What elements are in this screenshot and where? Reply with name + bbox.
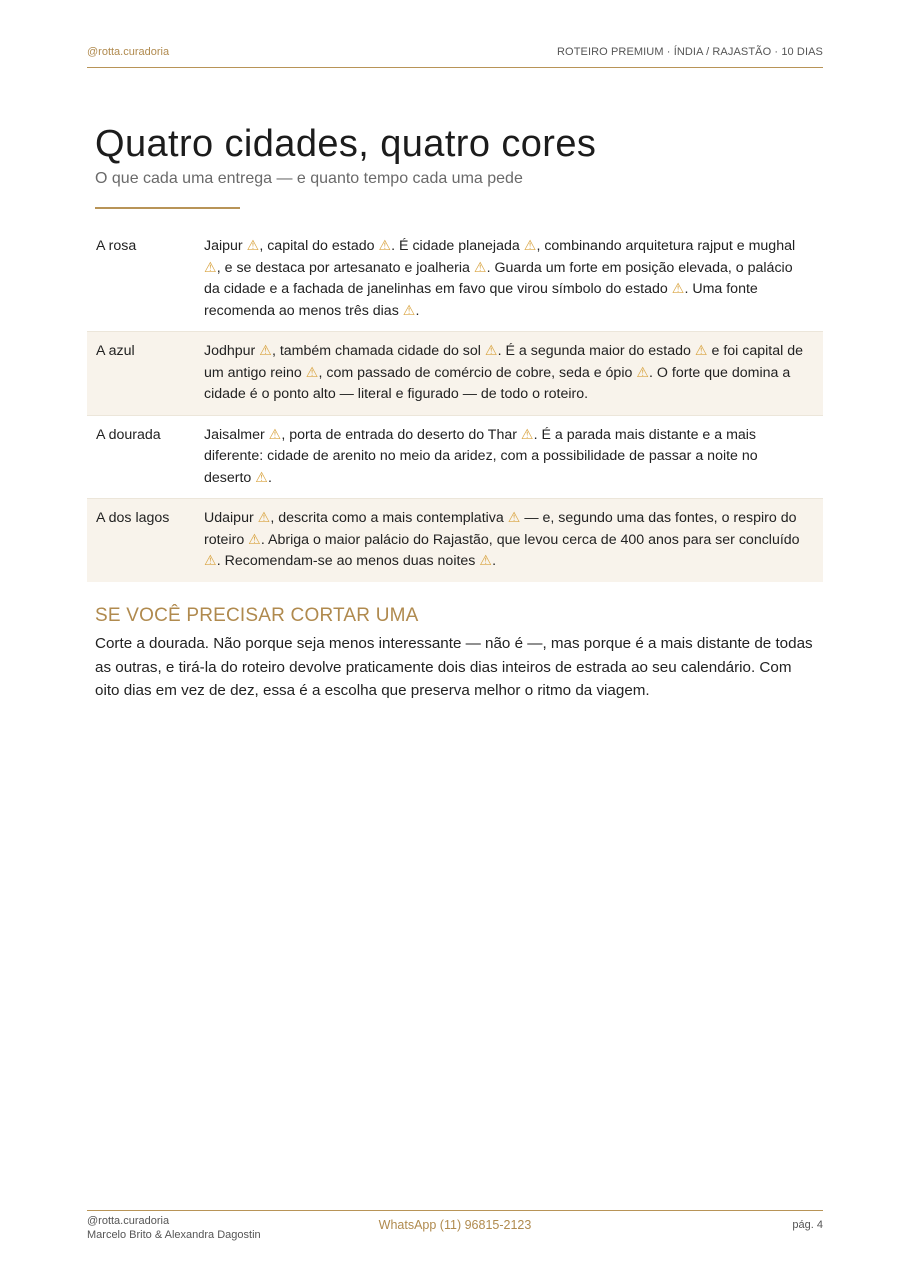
warning-icon: ⚠	[523, 238, 537, 254]
warning-icon: ⚠	[507, 510, 521, 526]
description-text: . O forte que domina a cidade é o ponto alto — literal e figurado — de todo o roteiro.	[204, 364, 791, 402]
description-text: . É cidade planejada	[391, 238, 524, 254]
description-text: , combinando arquitetura rajput e mughal	[536, 238, 796, 254]
description-text: — e, segundo uma das fontes, o respiro do roteiro	[204, 510, 797, 548]
page-footer	[87, 1210, 823, 1243]
warning-icon: ⚠	[671, 281, 685, 297]
warning-icon: ⚠	[305, 364, 319, 381]
description-text: . É a segunda maior do estado	[497, 343, 695, 359]
header-doc-title: ROTEIRO PREMIUM · ÍNDIA / RAJASTÃO · 10 DIAS	[557, 46, 823, 58]
description-text: . Recomendam-se ao menos duas noites	[216, 553, 480, 569]
description-text: , e se destaca por artesanato e joalheria	[216, 259, 474, 276]
city-row	[87, 332, 823, 416]
footer-whatsapp-link[interactable]: WhatsApp (11) 96815-2123	[378, 1218, 532, 1232]
title-divider	[95, 207, 240, 209]
description-text: , capital do estado	[259, 238, 379, 254]
warning-icon: ⚠	[204, 259, 217, 276]
page-header	[87, 46, 823, 68]
description-text: Jodhpur	[204, 343, 260, 359]
city-row	[87, 227, 823, 332]
description-text: Jaisalmer	[204, 426, 269, 443]
header-brand: @rotta.curadoria	[87, 46, 170, 58]
warning-icon: ⚠	[479, 553, 493, 569]
warning-icon: ⚠	[520, 426, 534, 443]
city-description	[204, 499, 823, 582]
description-text: , também chamada cidade do sol	[271, 343, 485, 359]
description-text: .	[268, 469, 272, 486]
warning-icon: ⚠	[248, 531, 261, 548]
page-number: pág. 4	[792, 1219, 823, 1231]
description-text: , descrita como a mais contemplativa	[270, 510, 508, 526]
warning-icon: ⚠	[694, 343, 708, 359]
warning-icon: ⚠	[255, 469, 268, 486]
warning-icon: ⚠	[259, 343, 272, 359]
description-text: .	[415, 302, 420, 319]
city-label: A azul	[96, 343, 135, 359]
warning-icon: ⚠	[484, 343, 498, 359]
city-label: A dos lagos	[96, 510, 170, 526]
warning-icon: ⚠	[204, 553, 217, 569]
page-subtitle: O que cada uma entrega — e quanto tempo cada uma pede	[95, 170, 523, 187]
city-label: A dourada	[96, 426, 161, 443]
description-text: , com passado de comércio de cobre, seda e ópio	[318, 364, 637, 381]
warning-icon: ⚠	[402, 302, 416, 319]
description-text: . É a parada mais distante e a mais diferente: cidade de arenito no meio da aridez, com a possibilidade de passar a noite no deserto	[204, 426, 758, 486]
warning-icon: ⚠	[473, 259, 487, 276]
city-description	[204, 332, 823, 416]
description-text: . Uma fonte recomenda ao menos três dias	[204, 281, 758, 319]
description-text: Jaipur	[204, 238, 247, 254]
city-description	[204, 415, 823, 499]
city-row	[87, 499, 823, 582]
warning-icon: ⚠	[246, 238, 260, 254]
description-text: . Guarda um forte em posição elevada, o palácio da cidade e a fachada de janelinhas em favo que virou símbolo do estado	[204, 259, 793, 297]
description-text: Udaipur	[204, 510, 258, 526]
warning-icon: ⚠	[257, 510, 271, 526]
footer-brand: @rotta.curadoria	[87, 1215, 170, 1227]
page-title: Quatro cidades, quatro cores	[95, 123, 597, 165]
city-description	[204, 227, 823, 332]
description-text: , porta de entrada do deserto do Thar	[281, 426, 521, 443]
description-text: e foi capital de um antigo reino	[204, 343, 803, 381]
warning-icon: ⚠	[378, 238, 392, 254]
description-text: . Abriga o maior palácio do Rajastão, que levou cerca de 400 anos para ser concluído	[260, 531, 800, 548]
footer-authors: Marcelo Brito & Alexandra Dagostin	[87, 1229, 261, 1241]
description-text: .	[492, 553, 497, 569]
warning-icon: ⚠	[636, 364, 650, 381]
section-title: SE VOCÊ PRECISAR CORTAR UMA	[95, 605, 419, 626]
city-label: A rosa	[96, 238, 137, 254]
warning-icon: ⚠	[268, 426, 282, 443]
city-row	[87, 415, 823, 499]
cities-table	[87, 227, 823, 582]
section-paragraph: Corte a dourada. Não porque seja menos interessante — não é —, mas porque é a mais distante de todas as outras, e tirá-la do roteiro devolve praticamente dois dias inteiros de estrada ao seu calendário. Com oito dias em vez de dez, essa é a escolha que preserva melhor o ritmo da viagem.	[95, 635, 813, 699]
